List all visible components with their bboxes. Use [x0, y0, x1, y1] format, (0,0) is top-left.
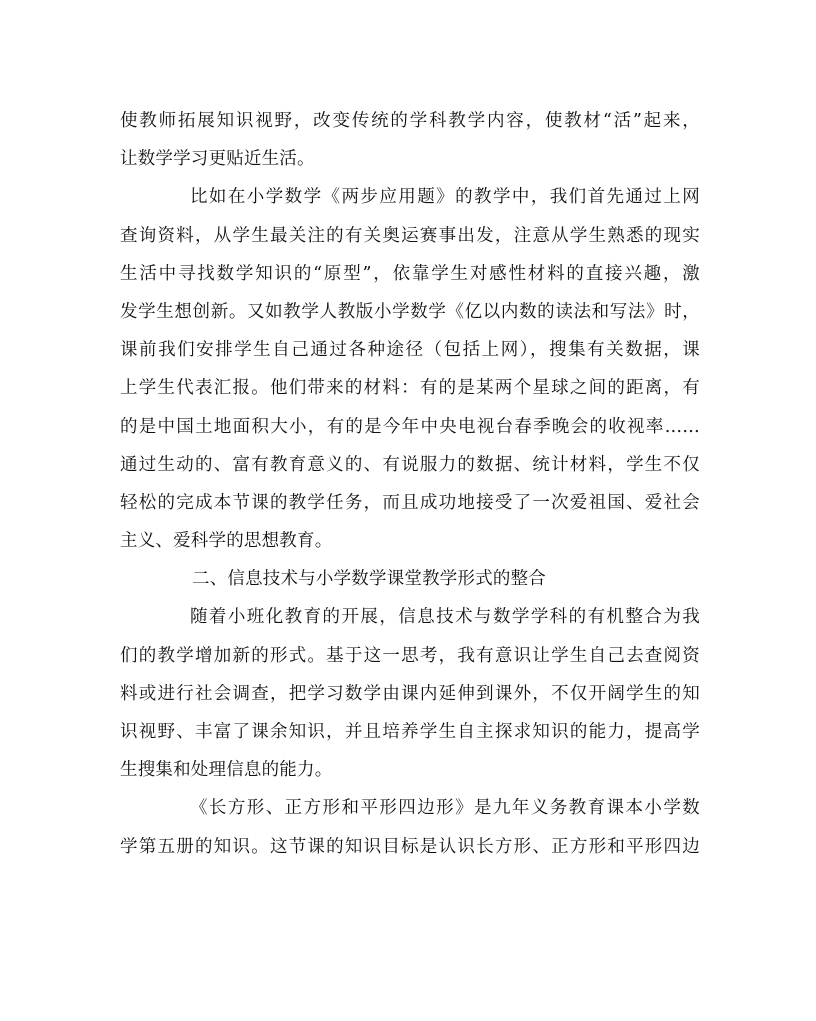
text-line: 发学生想创新。又如教学人教版小学数学《亿以内数的读法和写法》时， — [120, 301, 700, 322]
text-line: 们的教学增加新的形式。基于这一思考，我有意识让学生自己去查阅资 — [120, 645, 700, 666]
document-body — [120, 102, 700, 866]
text-line: 使教师拓展知识视野，改变传统的学科教学内容，使教材“活”起来， — [120, 111, 700, 131]
paragraph-start-line: 比如在小学数学《两步应用题》的教学中，我们首先通过上网 — [190, 187, 700, 208]
paragraph-start-line: 随着小班化教育的开展，信息技术与数学学科的有机整合为我 — [190, 607, 700, 628]
text-line: 主义、爱科学的思想教育。 — [120, 531, 333, 552]
text-line: 生活中寻找数学知识的“原型”，依靠学生对感性材料的直接兴趣，激 — [120, 263, 700, 284]
text-line: 的是中国土地面积大小，有的是今年中央电视台春季晚会的收视率…… — [120, 416, 700, 437]
text-line: 生搜集和处理信息的能力。 — [120, 760, 333, 781]
text-line: 让数学学习更贴近生活。 — [120, 149, 315, 170]
text-line: 料或进行社会调查，把学习数学由课内延伸到课外，不仅开阔学生的知 — [120, 683, 700, 704]
section-heading: 二、信息技术与小学数学课堂教学形式的整合 — [192, 569, 546, 590]
text-line: 上学生代表汇报。他们带来的材料：有的是某两个星球之间的距离，有 — [120, 378, 700, 399]
text-line: 学第五册的知识。这节课的知识目标是认识长方形、正方形和平形四边 — [120, 836, 700, 857]
text-line: 通过生动的、富有教育意义的、有说服力的数据、统计材料，学生不仅 — [120, 454, 700, 475]
paragraph-start-line: 《长方形、正方形和平形四边形》是九年义务教育课本小学数 — [190, 798, 700, 819]
text-line: 轻松的完成本节课的教学任务，而且成功地接受了一次爱祖国、爱社会 — [120, 492, 700, 513]
text-line: 课前我们安排学生自己通过各种途径（包括上网），搜集有关数据，课 — [120, 340, 700, 361]
text-line: 查询资料，从学生最关注的有关奥运赛事出发，注意从学生熟悉的现实 — [120, 225, 700, 246]
text-line: 识视野、丰富了课余知识，并且培养学生自主探求知识的能力，提高学 — [120, 722, 700, 742]
